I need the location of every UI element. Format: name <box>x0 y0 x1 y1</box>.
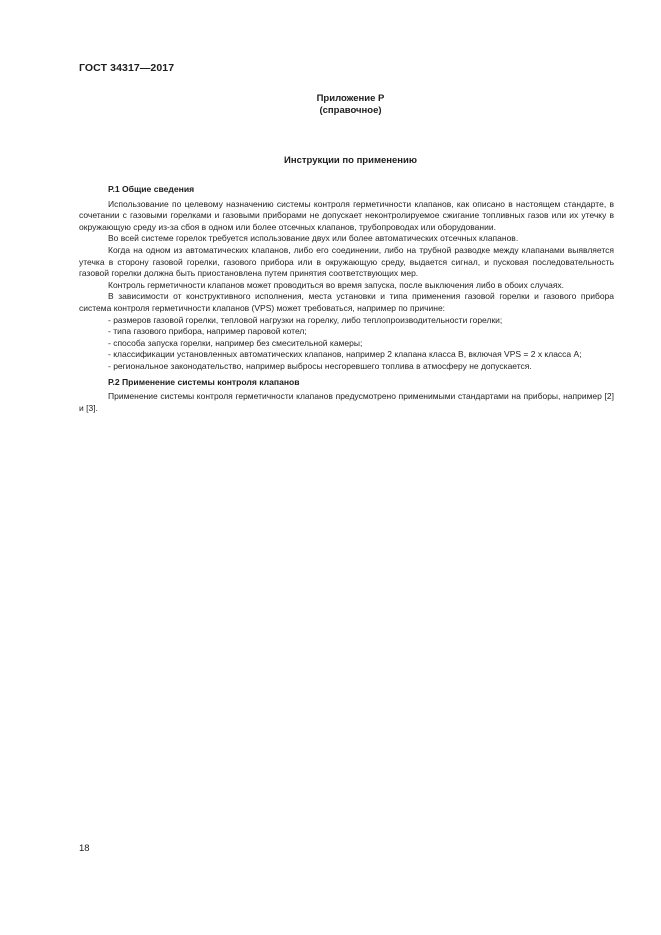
paragraph: В зависимости от конструктивного исполнения, места установки и типа применения газовой горелки и газового прибора система контроля герметичности клапанов (VPS) может требоваться, например по причине: <box>79 291 614 313</box>
section-heading-p2: Р.2 Применение системы контроля клапанов <box>108 376 300 387</box>
paragraph: Во всей системе горелок требуется использование двух или более автоматических отсечных клапанов. <box>108 233 519 244</box>
list-item: - способа запуска горелки, например без смесительной камеры; <box>108 337 363 348</box>
annex-title: Приложение Р <box>316 93 385 104</box>
page-number: 18 <box>79 843 90 854</box>
standard-designation: ГОСТ 34317—2017 <box>79 62 175 74</box>
document-body <box>79 184 614 414</box>
annex-type: (справочное) <box>319 105 382 116</box>
paragraph: Когда на одном из автоматических клапанов, либо его соединении, либо на трубной разводке между клапанами выявляется утечка в сторону газовой горелки, газового прибора или в окружающую среду, выдается сигнал, и пусковая последовательность газовой горелки должна быть приостановлена путем принятия соответствующих мер. <box>79 244 614 279</box>
list-item: - типа газового прибора, например паровой котел; <box>108 326 307 337</box>
list-item: - размеров газовой горелки, тепловой нагрузки на горелку, либо теплопроизводительности горелки; <box>108 314 503 325</box>
annex-main-title: Инструкции по применению <box>284 155 417 166</box>
paragraph: Контроль герметичности клапанов может проводиться во время запуска, после выключения либо в обоих случаях. <box>108 279 565 290</box>
list-item: - классификации установленных автоматических клапанов, например 2 клапана класса В, включая VPS = 2 x класса А; <box>108 349 582 360</box>
paragraph: Применение системы контроля герметичности клапанов предусмотрено применимыми стандартами на приборы, например [2] и [3]. <box>79 391 614 413</box>
annex-heading <box>20 93 661 117</box>
list-item: - региональное законодательство, например выбросы несгоревшего топлива в атмосферу не допускается. <box>108 360 532 371</box>
section-heading-p1: Р.1 Общие сведения <box>108 184 195 194</box>
paragraph: Использование по целевому назначению системы контроля герметичности клапанов, как описано в настоящем стандарте, в сочетании с газовыми горелками и газовыми приборами не допускает неконтролируемое сжигание топливных газов или их утечку в окружающую среду из-за сбоя в одном или более отсечных клапанов, трубопроводах или оборудовании. <box>79 198 614 232</box>
